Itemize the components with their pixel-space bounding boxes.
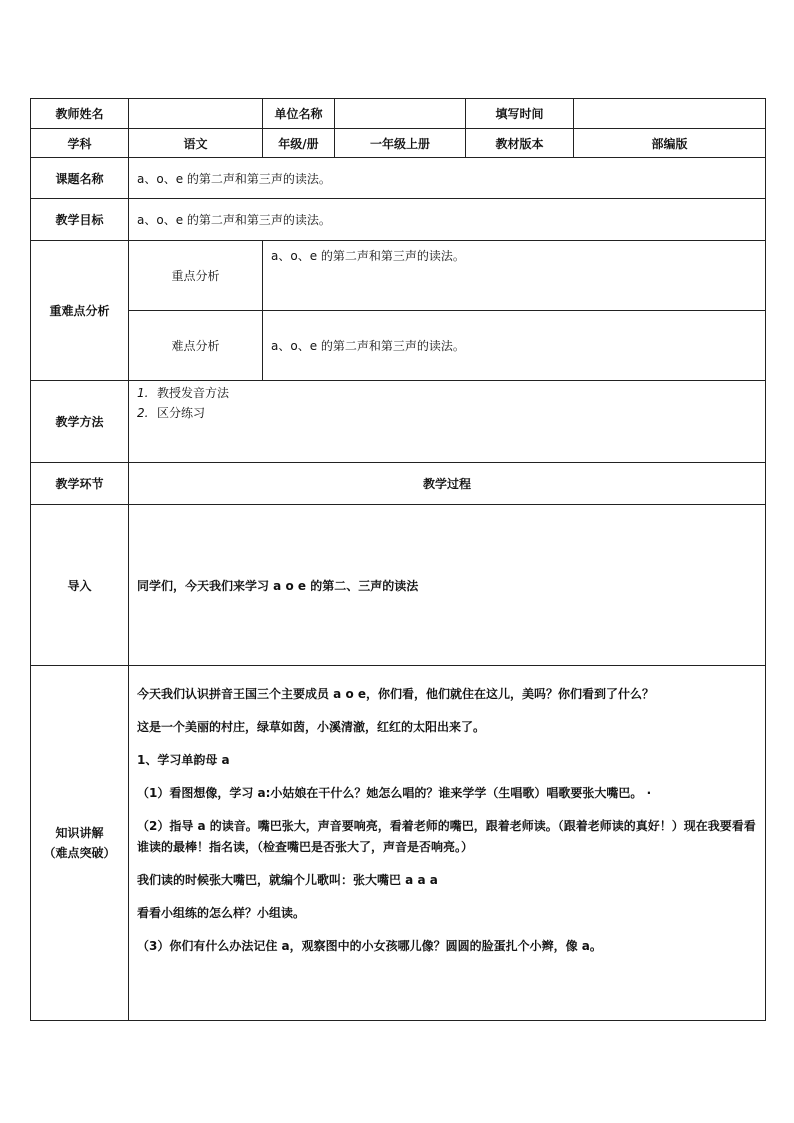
edition-value: 部编版 bbox=[574, 129, 766, 158]
header-row-1 bbox=[31, 99, 766, 129]
topic-value: a、o、e 的第二声和第三声的读法。 bbox=[129, 158, 766, 199]
knowledge-paragraph: （1）看图想像，学习 a:小姑娘在干什么？她怎么唱的？谁来学学（生唱歌）唱歌要张大嘴巴。 · bbox=[137, 786, 652, 800]
methods-row bbox=[31, 381, 766, 463]
difficult-analysis-value: a、o、e 的第二声和第三声的读法。 bbox=[263, 311, 766, 381]
key-analysis-label: 重点分析 bbox=[129, 241, 263, 311]
subject-label: 学科 bbox=[31, 129, 129, 158]
intro-text: 同学们，今天我们来学习 a o e 的第二、三声的读法 bbox=[129, 505, 766, 666]
header-row-2 bbox=[31, 129, 766, 158]
goal-label: 教学目标 bbox=[31, 199, 129, 241]
knowledge-row bbox=[31, 666, 766, 1021]
intro-label: 导入 bbox=[31, 505, 129, 666]
knowledge-paragraph: 今天我们认识拼音王国三个主要成员 a o e，你们看，他们就住在这儿，美吗？你们看到了什么？ bbox=[137, 687, 655, 701]
topic-label: 课题名称 bbox=[31, 158, 129, 199]
key-analysis-row bbox=[31, 241, 766, 311]
unit-value bbox=[335, 99, 466, 129]
process-label: 教学过程 bbox=[129, 463, 766, 505]
fill-time-label: 填写时间 bbox=[466, 99, 574, 129]
methods-list bbox=[129, 381, 766, 463]
methods-label: 教学方法 bbox=[31, 381, 129, 463]
grade-label: 年级/册 bbox=[263, 129, 335, 158]
grade-value: 一年级上册 bbox=[335, 129, 466, 158]
goal-row bbox=[31, 199, 766, 241]
stage-label: 教学环节 bbox=[31, 463, 129, 505]
intro-row bbox=[31, 505, 766, 666]
method-number: 1. bbox=[137, 386, 149, 400]
key-analysis-value: a、o、e 的第二声和第三声的读法。 bbox=[263, 241, 766, 311]
fill-time-value bbox=[574, 99, 766, 129]
knowledge-paragraph: 1、学习单韵母 a bbox=[137, 753, 230, 767]
edition-label: 教材版本 bbox=[466, 129, 574, 158]
knowledge-label-line2: （难点突破） bbox=[43, 846, 116, 860]
subject-value: 语文 bbox=[129, 129, 263, 158]
lesson-plan-table bbox=[30, 98, 766, 1021]
method-item-1 bbox=[137, 383, 765, 403]
knowledge-label bbox=[31, 666, 129, 1021]
method-text: 教授发音方法 bbox=[157, 386, 230, 400]
knowledge-paragraph: （3）你们有什么办法记住 a，观察图中的小女孩哪儿像？圆圆的脸蛋扎个小辫，像 a。 bbox=[137, 939, 602, 953]
method-item-2 bbox=[137, 403, 765, 423]
knowledge-paragraph: 看看小组练的怎么样？小组读。 bbox=[137, 906, 306, 920]
method-number: 2. bbox=[137, 406, 149, 420]
knowledge-label-line1: 知识讲解 bbox=[55, 826, 104, 840]
teacher-name-label: 教师姓名 bbox=[31, 99, 129, 129]
topic-row bbox=[31, 158, 766, 199]
knowledge-paragraph: 我们读的时候张大嘴巴，就编个儿歌叫：张大嘴巴 a a a bbox=[137, 873, 438, 887]
knowledge-paragraph: （2）指导 a 的读音。嘴巴张大，声音要响亮，看着老师的嘴巴，跟着老师读。（跟着老师读的真好！）现在我要看看谁读的最棒！指名读，（检查嘴巴是否张大了，声音是否响亮。） bbox=[137, 819, 756, 854]
knowledge-paragraph: 这是一个美丽的村庄，绿草如茵，小溪清澈，红红的太阳出来了。 bbox=[137, 720, 486, 734]
goal-value: a、o、e 的第二声和第三声的读法。 bbox=[129, 199, 766, 241]
difficult-analysis-row bbox=[31, 311, 766, 381]
process-header-row bbox=[31, 463, 766, 505]
method-text: 区分练习 bbox=[157, 406, 206, 420]
difficult-analysis-label: 难点分析 bbox=[129, 311, 263, 381]
teacher-name-value bbox=[129, 99, 263, 129]
analysis-label: 重难点分析 bbox=[31, 241, 129, 381]
unit-label: 单位名称 bbox=[263, 99, 335, 129]
knowledge-content bbox=[129, 666, 766, 1021]
